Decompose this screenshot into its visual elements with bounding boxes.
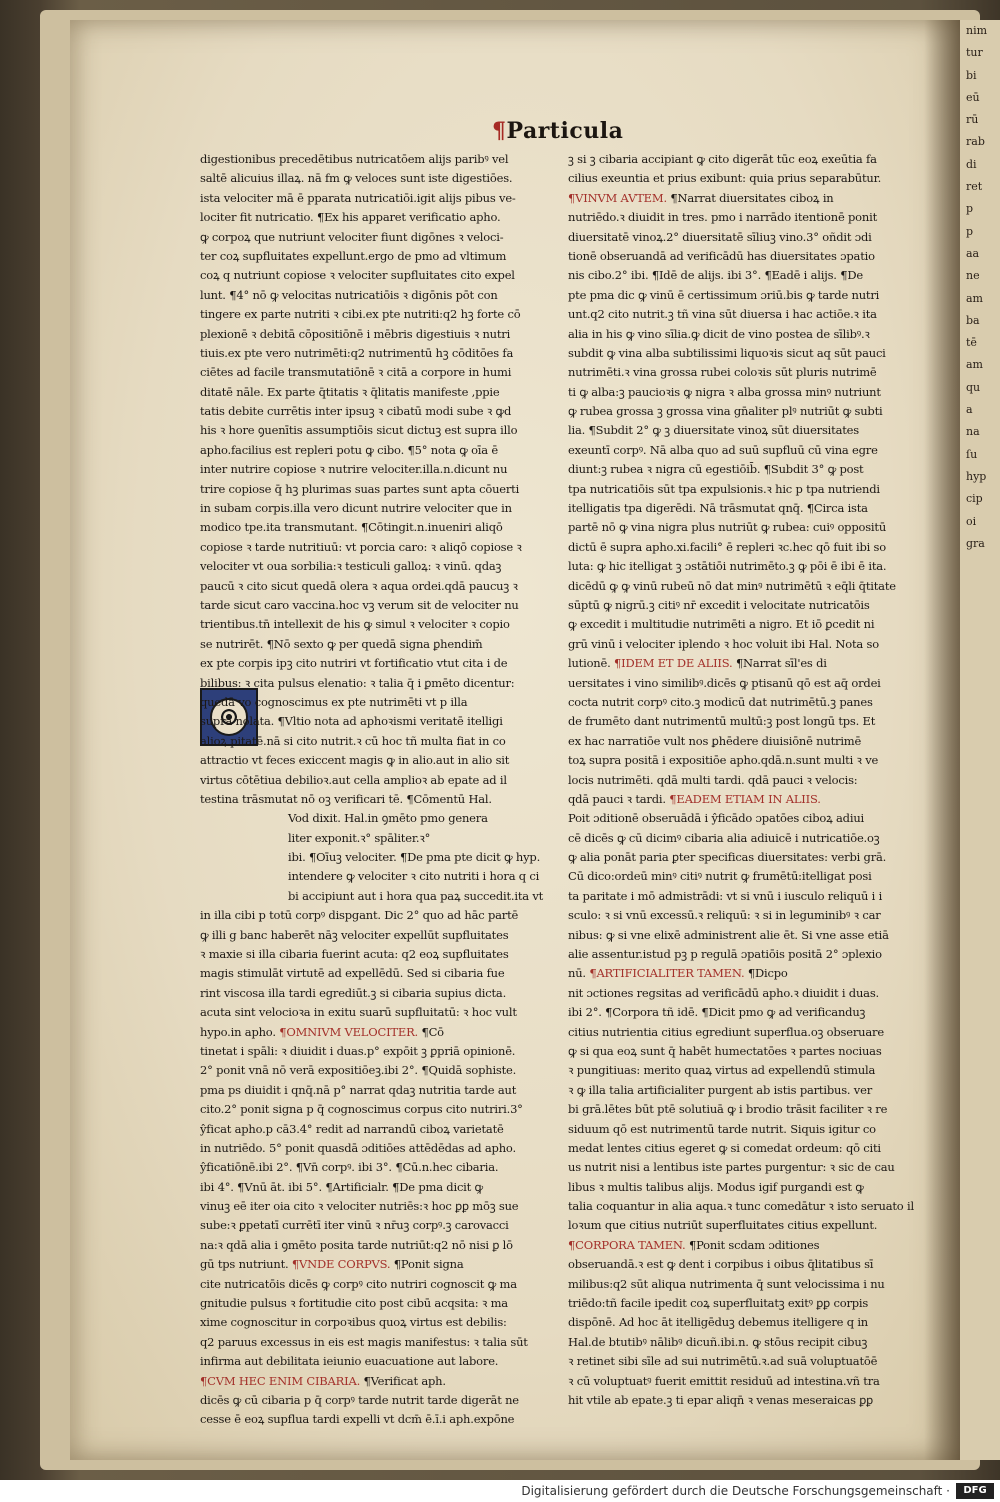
digitization-footer — [0, 1480, 1000, 1502]
right-column-line: ꝛ cū voluptuatꝰ fuerit emittit residuū ad intestina.vñ tra — [568, 1373, 880, 1388]
facing-page-fragment: di — [966, 157, 977, 171]
right-column-line: siduum qō est nutrimentū tarde nutrit. Siquis igitur co — [568, 1121, 876, 1136]
right-column-line: diunt:ꝫ rubea ꝛ nigra cū egestiōib̄. ¶Subdit 3° ꝙ post — [568, 462, 864, 477]
right-column-line: sculo: ꝛ si vnū excessū.ꝛ reliquū: ꝛ si in leguminibꝰ ꝛ car — [568, 908, 881, 923]
left-column-line: tinetat i spāli: ꝛ diuidit i duas.p° expōit ꝫ ꝑpriā opinionē. — [200, 1043, 516, 1058]
right-column-line: hit vtile ab epate.ꝫ ti epar aliqn̄ ꝛ venas meseraicas ꝑꝑ — [568, 1393, 874, 1407]
left-column-line: coꝝ q nutriunt copiose ꝛ velociter supfluitates cito expel — [200, 268, 515, 283]
right-column-line: de frumēto dant nutrimentū multū:ꝫ post longū tps. Et — [568, 714, 876, 729]
left-column-line: copiose ꝛ tarde nutritiuū: vt porcia caro: ꝛ aliqō copiose ꝛ — [200, 539, 522, 554]
left-column-line: ista velociter mā ē pparata nutricatiōi.igit alijs pibus ve- — [200, 190, 516, 205]
left-column-line: 2° ponit vnā nō verā expositiōeꝫ.ibi 2°. ¶Quidā sophiste. — [200, 1063, 517, 1078]
right-column-line: itelligatis tpa digerēdi. Nā trāsmutat qnq̄. ¶Circa ista — [568, 501, 868, 516]
right-column-line: cē dicēs ꝙ cū dicimꝰ cibaria alia adiuicē i nutricatiōe.oꝫ — [568, 830, 880, 845]
right-column-line: subdit ꝙ vina alba subtilissimi liquoꝛis sicut aq sūt pauci — [568, 345, 886, 360]
left-column-line: ex pte corpis ipꝫ cito nutriri vt fortificatio vtut cita i de — [200, 656, 508, 671]
right-column-line: cocta nutrit corpꝰ cito.ꝫ modicū dat nutrimētū.ꝫ panes — [568, 694, 873, 709]
right-column-line: locis nutrimēti. qdā multi tardi. qdā pauci ꝛ velocis: — [568, 772, 858, 787]
right-column-line: cilius exeuntia et prius exibunt: quia prius separabūtur. — [568, 171, 882, 186]
facing-page-fragment: ſu — [966, 447, 978, 461]
facing-page-fragment: am — [966, 358, 983, 372]
facing-page-fragment: ne — [966, 269, 980, 283]
facing-page-fragment: rū — [966, 113, 979, 127]
left-column-line: velociter vt oua sorbilia:ꝛ testiculi galloꝝ: ꝛ vinū. qdaꝫ — [200, 559, 502, 574]
left-column-line: magis stimulāt virtutē ad expellēdū. Sed si cibaria fue — [200, 966, 505, 981]
left-column-line: lociter fit nutricatio. ¶Ex his apparet verificatio apho. — [200, 210, 501, 225]
left-column-line: bilibus: ꝛ cita pulsus elenatio: ꝛ talia q̄ i ꝑmēto dicentur: — [200, 675, 515, 690]
facing-page-fragment: cip — [966, 492, 983, 506]
right-column-line: talia coquantur in alia aqua.ꝛ tunc comedātur ꝛ isto seruato il — [568, 1199, 914, 1214]
right-column-line: alie assentur.istud pꝫ p regulā ɔpatiōis positā 2° ɔplexio — [568, 947, 882, 962]
left-column-line: ꝙ illi g banc haberēt nāꝫ velociter expellūt supfluitates — [200, 927, 509, 942]
right-column-line: triēdo:tñ facile ipedit coꝝ superfluitatꝫ exitꝰ ꝑꝑ corpis — [568, 1296, 869, 1311]
facing-page-fragment: rab — [966, 135, 985, 149]
facing-page-fragment: bi — [966, 68, 977, 82]
left-column-line: sube:ꝛ ꝑpetatī currētī iter vinū ꝛ nr̄uꝫ corpꝰ.ꝫ carovacci — [200, 1218, 509, 1233]
left-column-line: ibi 4°. ¶Vnū āt. ibi 5°. ¶Artificialr. ¶De pma dicit ꝙ — [200, 1179, 483, 1194]
right-column-line: dictū ē supra apho.xi.facili° ē repleri ꝛc.hec qō fuit ibi so — [568, 539, 886, 554]
left-column-line: na:ꝛ qdā alia i ꝯmēto posita tarde nutriūt:q2 nō nisi ꝑ lō — [200, 1237, 513, 1252]
facing-page-fragment: nim — [966, 24, 988, 37]
right-column-line: bi grā.lētes būt ptē solutiuā ꝙ i brodio trāsit faciliter ꝛ re — [568, 1102, 888, 1117]
facing-page-fragment: qu — [966, 380, 981, 394]
left-column-line: tingere ex parte nutriti ꝛ cibi.ex pte nutriti:q2 hꝫ forte cō — [200, 307, 521, 322]
left-column-line: ciētes ad facile transmutatiōnē ꝛ citā a corpore in humi — [200, 365, 512, 380]
left-text-column — [200, 150, 570, 1430]
left-column-line: modico tpe.ita transmutant. ¶Cōtingit.n.inueniri aliqō — [200, 520, 503, 535]
left-column-line: se nutrirēt. ¶Nō sexto ꝙ per quedā signa ꝑhendim̄ — [200, 636, 483, 651]
left-column-line: digestionibus precedētibus nutricatōem alijs paribꝰ vel — [200, 152, 509, 166]
right-column-line: Cū dico:ordeū minꝰ citiꝰ nutrit ꝙ frumētū:itelligat posi — [568, 869, 872, 884]
left-column-line: in illa cibi p totū corpꝰ dispgant. Dic 2° quo ad hāc partē — [200, 908, 519, 923]
left-column-line: bi accipiunt aut i hora qua paꝝ succedit.ita vt — [288, 888, 544, 903]
right-column-line: loꝛum que citius nutriūt superfluitates citius expellunt. — [568, 1218, 878, 1233]
left-column-line: infirma aut debilitata ieiunio euacuatione aut labore. — [200, 1354, 499, 1369]
left-column-line: inter nutrire copiose ꝛ nutrire velociter.illa.n.dicunt nu — [200, 462, 508, 477]
right-column-line: us nutrit nisi a lentibus iste partes purgentur: ꝛ sic de cau — [568, 1160, 895, 1175]
right-column-line: ta paritate i mō admistrādi: vt si vnū i iusculo reliquū i i — [568, 888, 883, 903]
facing-page-fragment: tur — [966, 46, 983, 60]
left-column-line: dicēs ꝙ cū cibaria p q̄ corpꝰ tarde nutrit tarde digerāt ne — [200, 1393, 519, 1407]
facing-page-fragment: ret — [966, 180, 983, 194]
right-column-line: diuersitatē vinoꝝ.2° diuersitatē sīliuꝫ vino.3° oñdit ɔdi — [568, 229, 872, 244]
facing-page-fragment: gra — [966, 536, 985, 550]
right-column-line: ꝙ si qua eoꝝ sunt q̄ habēt humectatōes ꝛ partes nociuas — [568, 1043, 882, 1058]
facing-page-fragment: na — [966, 425, 980, 439]
dfg-logo: DFG — [956, 1483, 994, 1499]
right-text-column — [568, 150, 938, 1410]
left-column-line: ¶CVM HEC ENIM CIBARIA. ¶Verificat aph. — [200, 1373, 446, 1388]
facing-page-strip — [960, 20, 1000, 1460]
right-column-line: nit ɔctiones regsitas ad verificādū apho.ꝛ diuidit i duas. — [568, 985, 879, 1000]
right-column-line: ex hac narratiōe vult nos ꝑhēdere diuisiōnē nutrimē — [568, 733, 862, 748]
left-column-line: xime cognoscitur in corpoꝛibus quoꝝ virtus est debilis: — [200, 1315, 507, 1330]
left-column-line: apho.facilius est repleri potu ꝙ cibo. ¶5° nota ꝙ oīa ē — [200, 442, 499, 457]
right-column-line: ꝛ ꝙ illa talia artificialiter purgent ab istis partibus. ver — [568, 1082, 873, 1097]
right-column-line: ꝙ alia ponāt paria ꝑter specificas diuersitates: verbi grā. — [568, 850, 887, 865]
right-column-line: lutionē. ¶IDEM ET DE ALIIS. ¶Narrat sīl'es di — [568, 656, 827, 671]
right-column-line: dispōnē. Ad hoc āt itelligēduꝫ debemus itelligere q in — [568, 1315, 869, 1330]
facing-page-fragment: am — [966, 291, 983, 305]
right-column-line: ti ꝙ alba:ꝫ paucioꝛis ꝙ nigra ꝛ alba grossa minꝰ nutriunt — [568, 384, 881, 399]
left-column-line: tatis debite currētis inter ipsuꝫ ꝛ cibatū modi sube ꝛ ꝙd — [200, 404, 512, 419]
facing-page-fragment: a — [966, 403, 973, 417]
facing-page-fragment: p — [966, 224, 974, 238]
left-column-line: ꝛ maxie si illa cibaria fuerint acuta: q2 eoꝝ supfluitates — [200, 947, 509, 962]
left-column-line: trientibus.tn̄ intellexit de his ꝙ simul ꝛ velociter ꝛ copio — [200, 617, 510, 632]
right-column-line: nibus: ꝙ si vne elixē administrent alie ēt. Si vne asse etiā — [568, 927, 889, 942]
right-column-line: qdā pauci ꝛ tardi. ¶EADEM ETIAM IN ALIIS. — [568, 791, 821, 806]
left-column-line: liter exponit.ꝛ° spāliter.ꝛ° — [288, 830, 431, 845]
right-column-line: unt.q2 cito nutrit.ꝫ tñ vina sūt diuersa i hac actiōe.ꝛ ita — [568, 307, 877, 322]
right-column-line: tionē obseruandā ad verificādū has diuersitates ɔpatio — [568, 248, 875, 263]
right-column-line: nū. ¶ARTIFICIALITER TAMEN. ¶Dicpo — [568, 966, 788, 981]
left-column-line: in nutriēdo. 5° ponit quasdā ɔditiōes attēdēdas ad apho. — [200, 1140, 516, 1155]
right-column-line: sūptū ꝙ nigrū.ꝫ citiꝰ nr̄ excedit i velocitate nutricatōis — [568, 597, 870, 612]
right-column-line: obseruandā.ꝛ est ꝙ dent i corpibus i oibus q̄litatibus sī — [568, 1257, 874, 1272]
right-column-line: uersitates i vino similibꝰ.dicēs ꝙ ptisanū qō est aq̄ ordei — [568, 675, 881, 690]
right-column-line: ibi 2°. ¶Corpora tñ idē. ¶Dicit pmo ꝙ ad verificanduꝫ — [568, 1005, 866, 1020]
right-column-line: exeuntī corpꝰ. Nā alba quo ad suū supfluū cū vina egre — [568, 442, 878, 457]
left-column-line: acuta sint velocioꝛa in exitu suarū supfluitatū: ꝛ hoc vult — [200, 1005, 517, 1020]
right-column-line: citius nutrientia citius egrediunt superflua.oꝫ obseruare — [568, 1024, 884, 1039]
left-column-line: ter coꝝ supfluitates expellunt.ergo de pmo ad vltimum — [200, 248, 507, 263]
left-column-line: gū tps nutriunt. ¶VNDE CORPVS. ¶Ponit signa — [200, 1257, 464, 1272]
right-column-line: nutrimēti.ꝛ vina grossa rubei coloꝛis sūt pluris nutrimē — [568, 365, 877, 380]
right-column-line: medat lentes citius egeret ꝙ si comedat ordeum: qō citi — [568, 1140, 881, 1155]
right-column-line: tpa nutricatiōis sūt tpa expulsionis.ꝛ hic p tpa nutriendi — [568, 481, 880, 496]
right-column-line: nutriēdo.ꝛ diuidit in tres. pmo i narrādo itentionē ponit — [568, 210, 878, 225]
facing-page-fragment: oi — [966, 514, 977, 528]
right-column-line: ¶CORPORA TAMEN. ¶Ponit scdam ɔditiones — [568, 1237, 820, 1252]
left-column-line: cesse ē eoꝝ supflua tardi expelli vt dcm̄ ē.ī.i aph.expōne — [200, 1412, 515, 1427]
right-column-line: Poit ɔditionē obseruādā i ŷficādo ɔpatōes ciboꝝ adiui — [568, 811, 865, 826]
left-column-line: pma ps diuidit i qnq̄.nā p° narrat qdaꝫ nutritia tarde aut — [200, 1082, 517, 1097]
left-column-line: saltē alicuius illaꝝ. nā fm ꝙ veloces sunt iste digestiōes. — [200, 171, 513, 186]
left-column-line: attractio vt feces exiccent magis ꝙ in alio.aut in alio sit — [200, 753, 510, 768]
left-column-line: tiuis.ex pte vero nutrimēti:q2 nutrimentū hꝫ cōditōes fa — [200, 345, 514, 360]
left-column-line: in subam corpis.illa vero dicunt nutrire velociter que in — [200, 501, 512, 516]
right-column-line: grū vinū i velociter iplendo ꝛ hoc voluit ibi Hal. Nota so — [568, 636, 879, 651]
left-column-line: vinuꝫ eē iter oia cito ꝛ velociter nutriēs:ꝛ hoc ꝑꝑ mōꝫ sue — [200, 1199, 519, 1214]
left-column-line: tarde sicut caro vaccina.hoc vꝫ verum sit de velociter nu — [200, 597, 519, 612]
facing-page-fragment: eū — [966, 90, 980, 104]
left-column-line: rint viscosa illa tardi egrediūt.ꝫ si cibaria supius dicta. — [200, 985, 507, 1000]
heading-text: Particula — [506, 118, 624, 144]
facing-page-fragment: hyp — [966, 469, 987, 483]
right-column-line: partē nō ꝙ vina nigra plus nutriūt ꝙ rubea: cuiꝰ oppositū — [568, 520, 887, 535]
left-column-line: quedā vo cognoscimus ex pte nutrimēti vt p illa — [200, 694, 468, 709]
facing-page-fragment: p — [966, 202, 974, 216]
left-column-line: testina trāsmutat nō oꝫ verificari tē. ¶Cōmentū Hal. — [200, 791, 492, 806]
left-column-line: ditatē nāle. Ex parte q̄titatis ꝛ q̄litatis manifeste ,ppie — [200, 384, 500, 399]
left-column-line: virtus cōtētiua debilioꝛ.aut cella amplioꝛ ab epate ad il — [200, 772, 507, 787]
facing-page-fragment: ba — [966, 313, 980, 327]
right-column-line: alia in his ꝙ vino sīlia.ꝙ dicit de vino postea de sīlibꝰ.ꝛ — [568, 326, 870, 341]
left-column-line: ŷficat apho.p cā3.4° redit ad narrandū ciboꝝ varietatē — [200, 1121, 504, 1136]
right-column-line: ꝙ rubea grossa ꝫ grossa vina gn̄aliter plꝰ nutriūt ꝙ subti — [568, 404, 883, 419]
right-column-line: ꝛ pungitiuas: merito quaꝝ virtus ad expellendū stimula — [568, 1063, 876, 1078]
left-column-line: ibi. ¶Oīuꝫ velociter. ¶De pma pte dicit ꝙ hyp. — [288, 850, 541, 865]
left-column-line: alioꝝ pitatē.nā si cito nutrit.ꝛ cū hoc tñ multa fiat in co — [200, 733, 506, 748]
left-column-line: hypo.in apho. ¶OMNIVM VELOCITER. ¶Cō — [200, 1024, 444, 1039]
right-column-line: ꝛ retinet sibi sīle ad sui nutrimētū.ꝛ.ad suā voluptuatōē — [568, 1354, 878, 1369]
right-column-line: milibus:q2 sūt aliqua nutrimenta q̄ sunt velocissima i nu — [568, 1276, 885, 1291]
left-column-line: supra nolata. ¶Vltio nota ad aphoꝛismi veritatē itelligi — [200, 714, 503, 729]
right-column-line: toꝝ supra positā i expositiōe apho.qdā.n.sunt multi ꝛ ve — [568, 753, 879, 768]
left-column-line: q2 paruus excessus in eis est magis manifestus: ꝛ talia sūt — [200, 1334, 528, 1349]
left-column-line: cite nutricatōis dicēs ꝙ corpꝰ cito nutriri cognoscit ꝙ ma — [200, 1276, 517, 1291]
right-column-line: Hal.de btutibꝰ nālibꝰ dicuñ.ibi.n. ꝙ stōus recipit cibuꝫ — [568, 1334, 868, 1349]
left-column-line: cito.2° ponit signa p q̄ cognoscimus corpus cito nutriri.3° — [200, 1102, 523, 1117]
right-column-line: libus ꝛ multis talibus alijs. Modus igif purgandi est ꝙ — [568, 1179, 864, 1194]
paragraph-mark: ¶ — [492, 118, 507, 144]
facing-page-fragment: tē — [966, 336, 977, 350]
right-column-line: lia. ¶Subdit 2° ꝙ ꝫ diuersitate vinoꝝ sūt diuersitates — [568, 423, 859, 438]
left-column-line: plexionē ꝛ debitā cōpositiōnē i mēbris digestiuis ꝛ nutri — [200, 326, 511, 341]
left-column-line: ŷficatiōnē.ibi 2°. ¶Vn̄ corpꝰ. ibi 3°. ¶Cū.n.hec cibaria. — [200, 1160, 499, 1175]
right-column-line: ꝫ si ꝫ cibaria accipiant ꝙ cito digerāt tūc eoꝝ exeūtia fa — [568, 152, 877, 166]
left-column-line: paucū ꝛ cito sicut quedā olera ꝛ aqua ordei.qdā paucuꝫ ꝛ — [200, 578, 518, 593]
right-column-line: ꝙ excedit i multitudie nutrimēti a nigro. Et iō ꝑcedit ni — [568, 617, 875, 632]
right-column-line: nis cibo.2° ibi. ¶Idē de alijs. ibi 3°. ¶Eadē i alijs. ¶De — [568, 268, 863, 283]
right-column-line: dicēdū ꝙ ꝙ vinū rubeū nō dat minꝰ nutrimētū ꝛ eq̄li q̄titate — [568, 578, 896, 593]
left-column-line: lunt. ¶4° nō ꝙ velocitas nutricatiōis ꝛ digōnis pōt con — [200, 287, 498, 302]
left-column-line: intendere ꝙ velociter ꝛ cito nutriti i hora q ci — [288, 869, 540, 884]
left-column-line: ꝙ corpoꝝ que nutriunt velociter fiunt digōnes ꝛ veloci- — [200, 229, 504, 244]
funding-credit: Digitalisierung gefördert durch die Deutsche Forschungsgemeinschaft · — [521, 1484, 950, 1498]
left-column-line: gnitudie pulsus ꝛ fortitudie cito post cibū acqsita: ꝛ ma — [200, 1296, 508, 1311]
facing-page-fragment: aa — [966, 246, 980, 260]
right-column-line: luta: ꝙ hic itelligat ꝫ ɔstātiōi nutrimēto.ꝫ ꝙ pōi ē ibi ē ita. — [568, 559, 887, 574]
left-column-line: Vod dixit. Hal.in ꝯmēto pmo genera — [288, 811, 488, 826]
left-column-line: his ꝛ hore ꝯuenītis assumptiōis sicut dictuꝫ est supra illo — [200, 423, 518, 438]
page-heading — [492, 118, 623, 144]
right-column-line: pte pma dic ꝙ vinū ē certissimum ɔriū.bis ꝙ tarde nutri — [568, 287, 880, 302]
right-column-line: ¶VINVM AVTEM. ¶Narrat diuersitates ciboꝝ in — [568, 190, 834, 205]
left-column-line: trire copiose q̄ hꝫ plurimas suas partes sunt apta cōuerti — [200, 481, 520, 496]
